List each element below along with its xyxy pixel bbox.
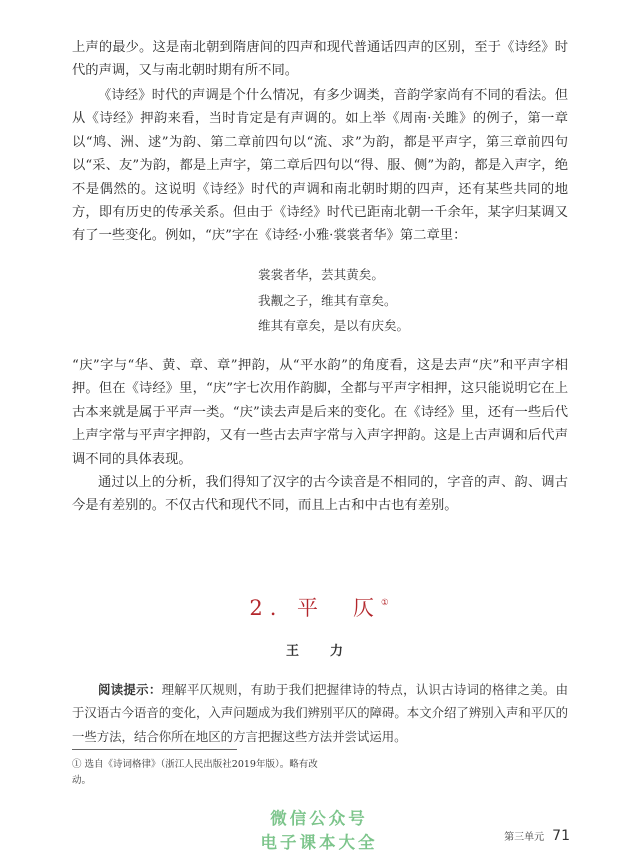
reading-tip-label: 阅读提示： — [98, 682, 162, 697]
paragraph-3: “庆”字与“华、黄、章、章”押韵，从“平水韵”的角度看，这是去声“庆”和平声字相押。但在《诗经》里，“庆”字七次用作韵脚，全都与平声字相押，这只能说明它在上古本来就是属于平声一类。“庆”读去声是后来的变化。在《诗经》里，还有一些后代上声字常与平声字押韵，又有一些古去声字常与入声字押韵。这是上古声调和后代声调不同的具体表现。 — [72, 358, 568, 467]
section-title — [0, 592, 638, 622]
watermark-line-1: 微信公众号 — [270, 809, 368, 828]
paragraph-1: 上声的最少。这是南北朝到隋唐间的四声和现代普通话四声的区别，至于《诗经》时代的声调，又与南北朝时期有所不同。 — [72, 40, 568, 79]
poem-quote — [258, 262, 558, 339]
reading-tip-text: 理解平仄规则，有助于我们把握律诗的特点，认识古诗词的格律之美。由于汉语古今语音的变化，入声问题成为我们辨别平仄的障碍。本文介绍了辨别入声和平仄的一些方法，结合你所在地区的方言把握这些方法并尝试运用。 — [72, 682, 569, 744]
poem-line: 我觏之子，维其有章矣。 — [258, 292, 397, 308]
poem-line: 维其有章矣，是以有庆矣。 — [258, 318, 410, 333]
page-footer — [504, 825, 570, 844]
reading-tip — [72, 678, 568, 748]
watermark-line-2: 电子课本大全 — [260, 833, 378, 852]
unit-label: 第三单元 — [504, 832, 545, 843]
page-number: 71 — [552, 828, 570, 844]
footnote-divider — [72, 749, 237, 750]
poem-line: 裳裳者华，芸其黄矣。 — [258, 267, 384, 282]
section-title-text: 2. 平 仄 — [249, 596, 382, 620]
paragraph-2: 《诗经》时代的声调是个什么情况，有多少调类，音韵学家尚有不同的看法。但从《诗经》押韵来看，当时肯定是有声调的。如上举《周南·关雎》的例子，第一章以“鸠、洲、逑”为韵、第二章前四句以“流、求”为韵，都是平声字，第三章前四句以“采、友”为韵，都是上声字，第二章后四句以“得、服、侧”为韵，都是入声字，绝不是偶然的。这说明《诗经》时代的声调和南北朝时期的四声，还有某些共同的地方，即有历史的传承关系。但由于《诗经》时代已距南北朝一千余年，某字归某调又有了一些变化。例如，“庆”字在《诗经·小雅·裳裳者华》第二章里： — [72, 88, 568, 244]
author-name: 王 力 — [285, 644, 352, 659]
footnote-marker: ① — [381, 598, 389, 608]
footnote: ① 选自《诗词格律》（浙江人民出版社2019年版）。略有改动。 — [72, 759, 318, 786]
paragraph-4: 通过以上的分析，我们得知了汉字的古今读音是不相同的，字音的声、韵、调古今是有差别的。不仅古代和现代不同，而且上古和中古也有差别。 — [72, 475, 568, 514]
